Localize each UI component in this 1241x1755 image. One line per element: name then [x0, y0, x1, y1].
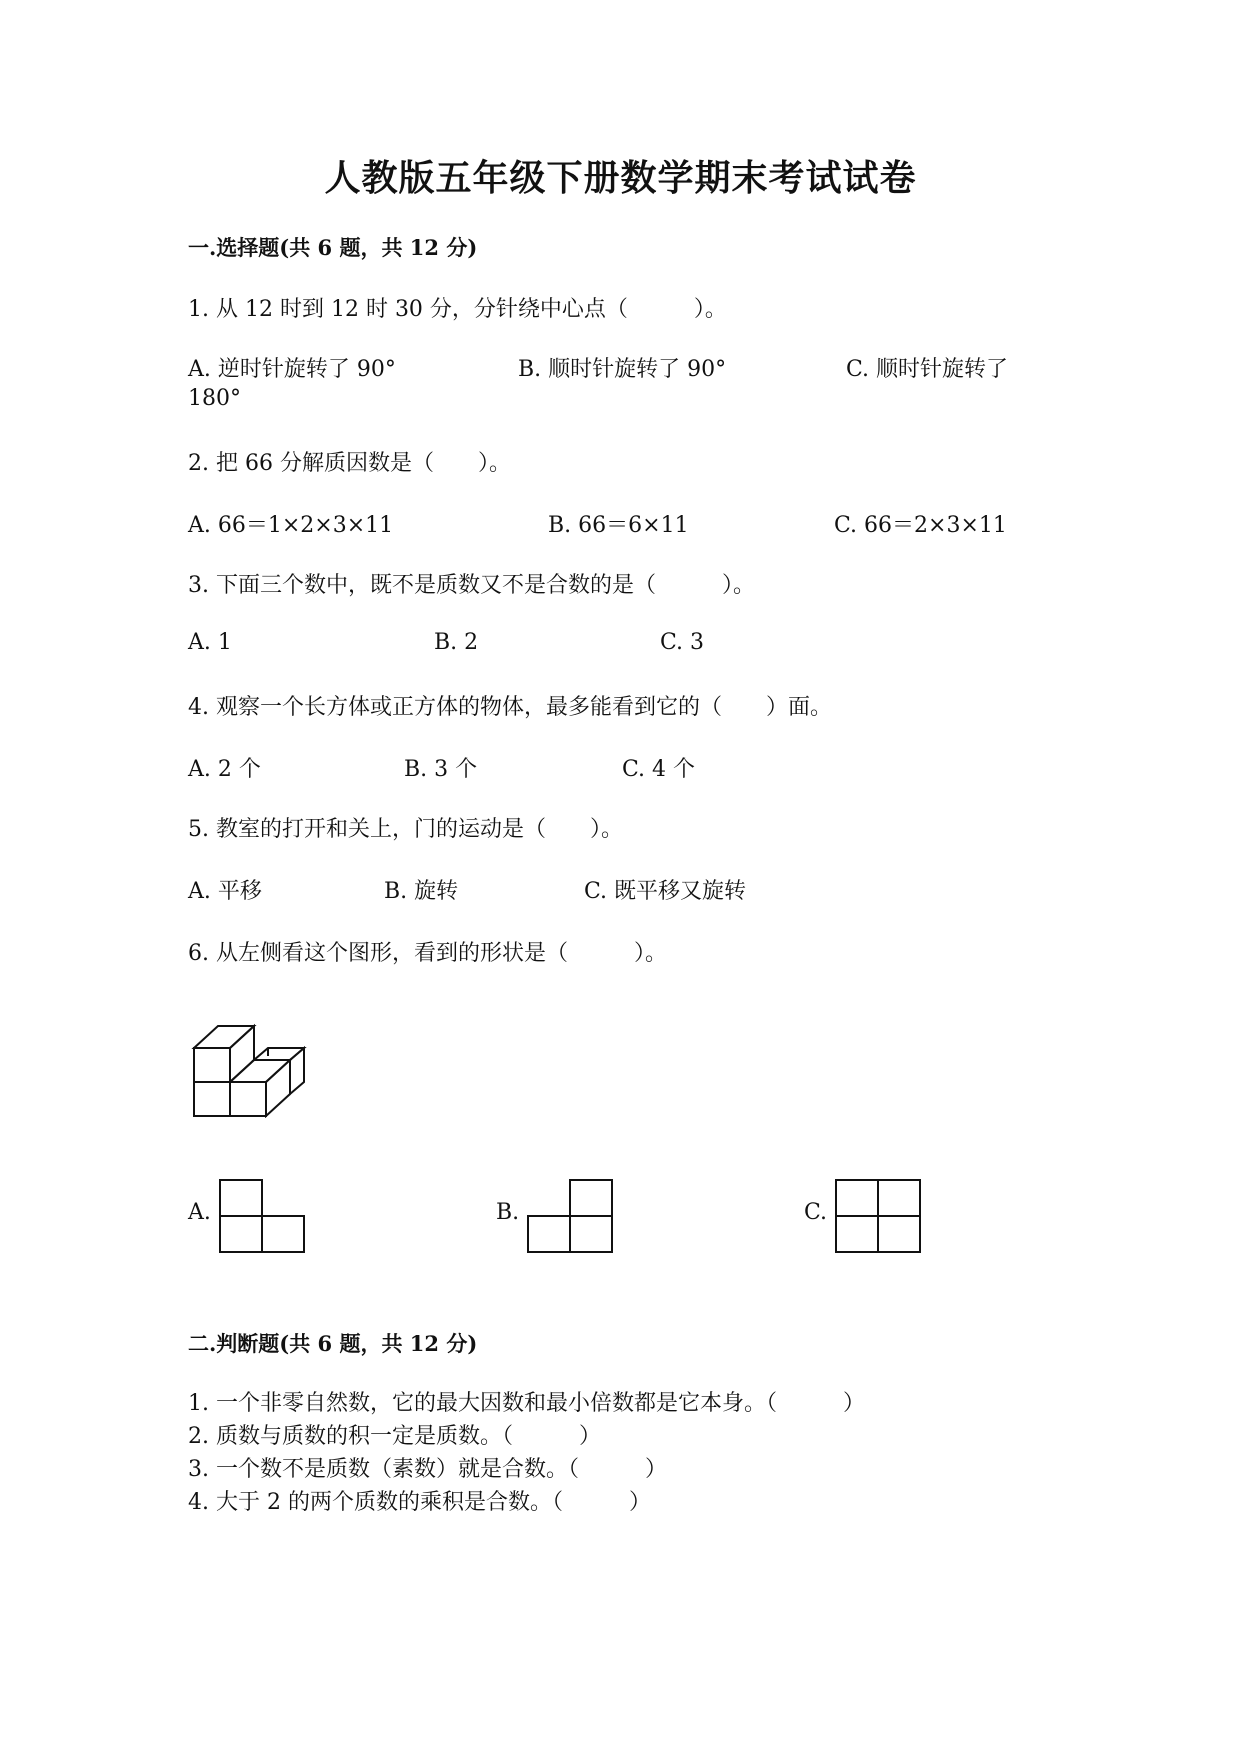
- option-4c: C. 4 个: [622, 757, 696, 782]
- option-3a: A. 1: [188, 630, 232, 655]
- question-5: 5. 教室的打开和关上，门的运动是（ ）。: [188, 817, 623, 842]
- option-2b: B. 66＝6×11: [548, 513, 689, 538]
- judgment-item-1: 1. 一个非零自然数，它的最大因数和最小倍数都是它本身。（ ）: [188, 1391, 865, 1416]
- option-1a: A. 逆时针旋转了 90°: [188, 357, 396, 382]
- option-3b: B. 2: [434, 630, 479, 655]
- option-1c: C. 顺时针旋转了: [846, 357, 1009, 382]
- option-1b: B. 顺时针旋转了 90°: [518, 357, 727, 382]
- cube-stack-figure: [188, 1018, 328, 1118]
- question-4: 4. 观察一个长方体或正方体的物体，最多能看到它的（ ）面。: [188, 695, 832, 720]
- option-3c: C. 3: [660, 630, 705, 655]
- option-6a: A.: [188, 1200, 211, 1225]
- page-title: 人教版五年级下册数学期末考试试卷: [324, 157, 917, 199]
- judgment-item-3: 3. 一个数不是质数（素数）就是合数。（ ）: [188, 1457, 667, 1482]
- judgment-item-4: 4. 大于 2 的两个质数的乘积是合数。（ ）: [188, 1490, 651, 1515]
- option-2c: C. 66＝2×3×11: [834, 513, 1007, 538]
- option-5c: C. 既平移又旋转: [584, 879, 747, 904]
- option-4b: B. 3 个: [404, 757, 478, 782]
- option-5a: A. 平移: [188, 879, 262, 904]
- option-6b-shape: [526, 1178, 616, 1256]
- option-4a: A. 2 个: [188, 757, 261, 782]
- option-1c-continued: 180°: [188, 386, 241, 411]
- question-2: 2. 把 66 分解质因数是（ ）。: [188, 451, 511, 476]
- question-6: 6. 从左侧看这个图形，看到的形状是（ ）。: [188, 941, 667, 966]
- option-2a: A. 66＝1×2×3×11: [188, 513, 394, 538]
- section-heading-judgment: 二.判断题(共 6 题，共 12 分): [188, 1331, 478, 1356]
- option-5b: B. 旋转: [384, 879, 459, 904]
- question-1: 1. 从 12 时到 12 时 30 分，分针绕中心点（ ）。: [188, 297, 727, 322]
- section-heading-choice: 一.选择题(共 6 题，共 12 分): [188, 235, 478, 260]
- question-3: 3. 下面三个数中，既不是质数又不是合数的是（ ）。: [188, 573, 755, 598]
- option-6c-shape: [834, 1178, 924, 1256]
- option-6c: C.: [804, 1200, 828, 1225]
- option-6b: B.: [496, 1200, 520, 1225]
- option-6a-shape: [218, 1178, 308, 1256]
- judgment-item-2: 2. 质数与质数的积一定是质数。（ ）: [188, 1424, 601, 1449]
